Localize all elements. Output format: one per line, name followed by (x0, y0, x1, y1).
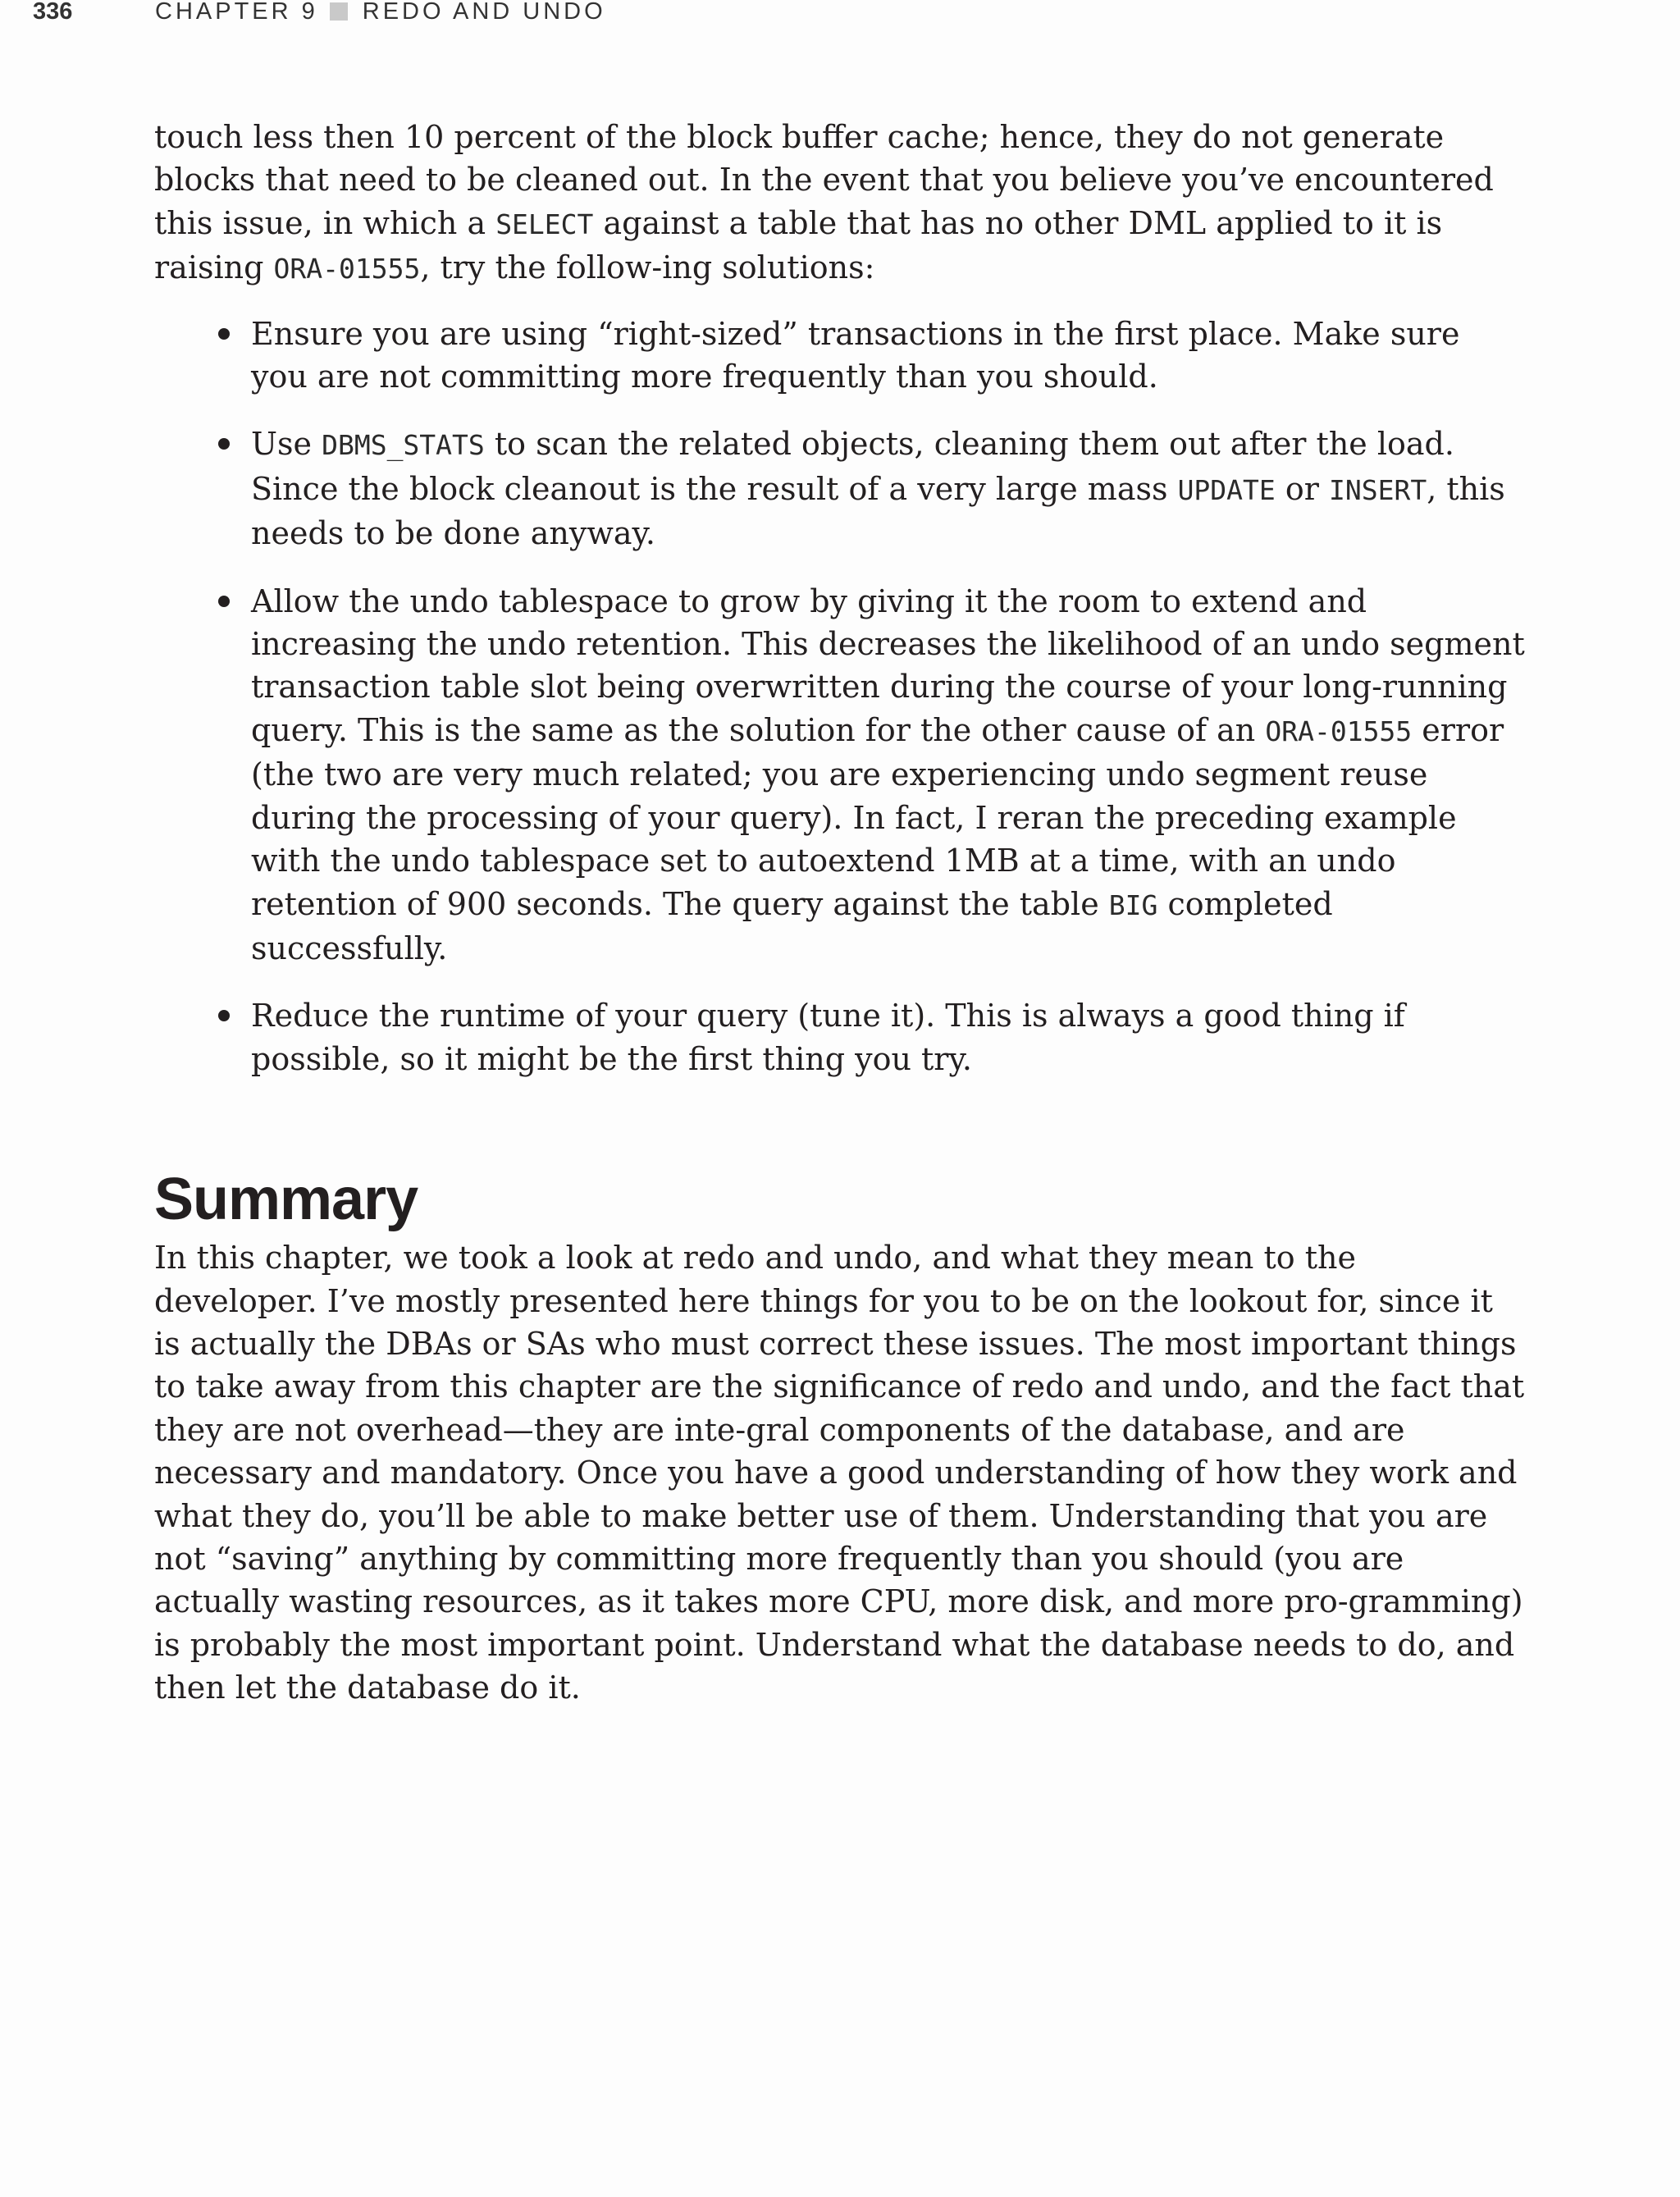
code-ora-01555: ORA-01555 (1265, 715, 1413, 747)
bullet-2-text-3: or (1275, 470, 1329, 507)
list-item-reduce-runtime (154, 994, 1526, 1080)
bullet-icon (218, 596, 230, 607)
list-item-dbms-stats (154, 422, 1526, 555)
code-select: SELECT (495, 208, 594, 240)
chapter-title: REDO AND UNDO (362, 0, 606, 25)
intro-text-2: against a table that has no other DML applied to it is raising (154, 204, 1443, 286)
bullet-3-text-1: Allow the undo tablespace to grow by giving it the room to extend and increasing the undo retention. This decreases the likelihood of an undo segment transaction table slot being overwritten during the course of your long-running query. This is the same as the solution for the other cause of an (251, 582, 1525, 748)
chapter-number: CHAPTER 9 (155, 0, 318, 25)
code-update: UPDATE (1177, 473, 1276, 506)
list-item-undo-tablespace (154, 580, 1526, 971)
intro-paragraph (154, 116, 1526, 291)
list-item-right-sized (154, 313, 1526, 399)
code-ora-01555: ORA-01555 (273, 253, 421, 285)
summary-paragraph: In this chapter, we took a look at redo and undo, and what they mean to the developer. I’ve mostly presented here things for you to be on the lookout for, since it is actually the DBAs or SAs who must correct these issues. The most important things to take away from this chapter are the significance of redo and undo, and the fact that they are not overhead—they are inte-gral components of the database, and are necessary and mandatory. Once you have a good understanding of how they work and what they do, you’ll be able to make better use of them. Understanding that you are not “saving” anything by committing more frequently than you should (you are actually wasting resources, as it takes more CPU, more disk, and more pro-gramming) is probably the most important point. Understand what the database needs to do, and then let the database do it. (154, 1240, 1525, 1706)
chapter-label (155, 0, 606, 25)
header-square-icon (330, 2, 348, 21)
page-content (154, 116, 1526, 1710)
intro-text-3: , try the follow-ing solutions: (420, 249, 875, 286)
bullet-1-text: Ensure you are using “right-sized” transactions in the first place. Make sure you are not committing more frequently than you should. (251, 315, 1460, 395)
bullet-3-text-2: error (the two are very much related; you are experiencing undo segment reuse during the processing of your query). In fact, I reran the preceding example with the undo tablespace set to autoextend 1MB at a time, with an undo retention of 900 seconds. The query against the table (251, 711, 1504, 922)
solutions-list (154, 313, 1526, 1081)
bullet-4-text: Reduce the runtime of your query (tune it). This is always a good thing if possible, so it might be the first thing you try. (251, 998, 1405, 1077)
bullet-icon (218, 438, 230, 450)
bullet-3-text-3: completed successfully. (251, 885, 1333, 966)
code-insert: INSERT (1328, 473, 1427, 506)
bullet-2-text-2: to scan the related objects, cleaning them out after the load. Since the block cleanout is the result of a very large mass (251, 426, 1454, 507)
bullet-2-text-1: Use (251, 426, 322, 463)
bullet-icon (218, 328, 230, 340)
page-number: 336 (33, 0, 73, 25)
code-big: BIG (1108, 888, 1158, 921)
code-dbms-stats: DBMS_STATS (322, 429, 485, 462)
bullet-2-text-4: , this needs to be done anyway. (251, 470, 1505, 552)
intro-text-1: touch less then 10 percent of the block buffer cache; hence, they do not generate blocks that need to be cleaned out. In the event that you believe you’ve encountered this issue, in which a (154, 119, 1494, 241)
section-heading-summary: Summary (154, 1167, 418, 1233)
bullet-icon (218, 1010, 230, 1021)
